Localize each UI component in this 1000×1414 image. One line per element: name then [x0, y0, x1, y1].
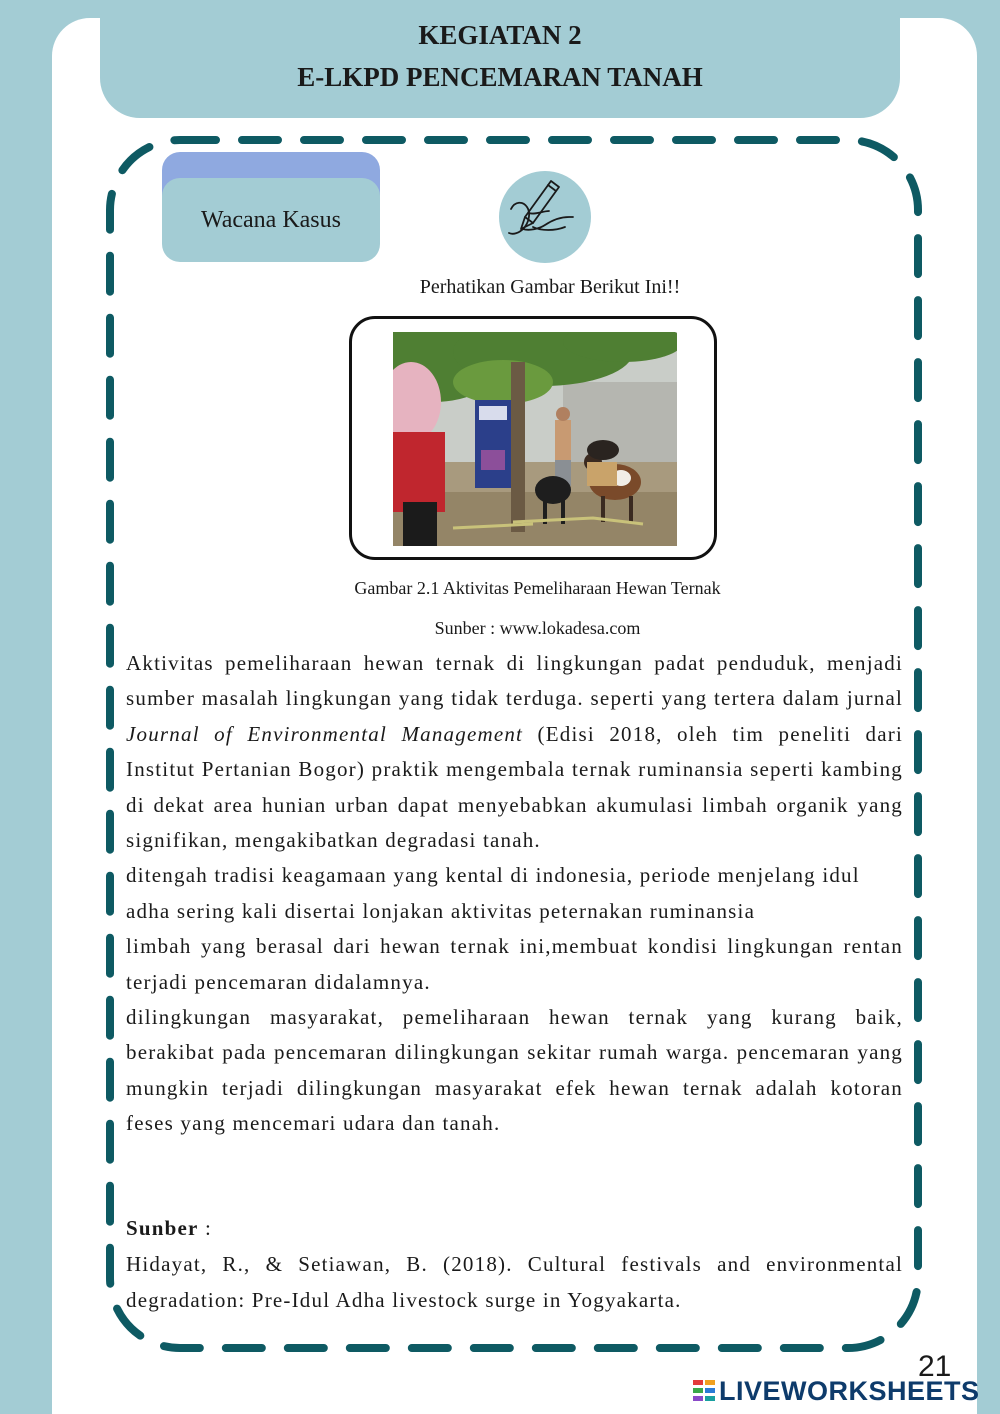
- brand-name[interactable]: LIVEWORKSHEETS: [719, 1375, 980, 1406]
- figure-caption: Gambar 2.1 Aktivitas Pemeliharaan Hewan Ternak: [354, 578, 721, 598]
- journal-title: Journal of Environmental Management: [126, 721, 524, 746]
- reference-heading: [126, 1210, 903, 1246]
- page-number: 21: [918, 1350, 952, 1383]
- reference-separator: :: [198, 1216, 213, 1240]
- section-label: [162, 178, 380, 262]
- livestock-photo: [393, 332, 677, 546]
- instruction-text: Perhatikan Gambar Berikut Ini!!: [419, 276, 681, 298]
- reference-section: [126, 1210, 903, 1318]
- paragraph-1: [126, 646, 903, 858]
- liveworksheets-brand: [693, 1374, 980, 1408]
- section-label-text: Wacana Kasus: [200, 206, 341, 233]
- worksheet-title: E-LKPD PENCEMARAN TANAH: [297, 62, 703, 92]
- liveworksheets-logo-icon: [693, 1378, 717, 1404]
- activity-title: KEGIATAN 2: [418, 20, 582, 50]
- paragraph-1-end: (Edisi 2018, oleh tim peneliti dari Institut Pertanian Bogor) praktik mengembala ternak ruminansia seperti kambing di dekat area hunian urban dapat menyebabkan akumulasi limbah organik yang signifikan, mengakibatkan degradasi tanah.: [126, 721, 904, 853]
- figure-source: Sunber : www.lokadesa.com: [434, 618, 641, 638]
- paragraph-4: dilingkungan masyarakat, pemeliharaan hewan ternak yang kurang baik, berakibat pada pencemaran dilingkungan sekitar rumah warga. pencemaran yang mungkin terjadi dilingkungan masyarakat efek hewan ternak adalah kotoran feses yang mencemari udara dan tanah.: [126, 1005, 903, 1136]
- reference-label: Sunber: [126, 1216, 199, 1240]
- paragraph-2: ditengah tradisi keagamaan yang kental di indonesia, periode menjelang idul adha sering kali disertai lonjakan aktivitas peternakan ruminansia: [126, 863, 860, 923]
- paragraph-1-start: Aktivitas pemeliharaan hewan ternak di lingkungan padat penduduk, menjadi sumber masalah lingkungan yang tidak terduga. seperti yang tertera dalam jurnal: [126, 651, 903, 711]
- case-text: [126, 646, 903, 1142]
- paragraph-3: limbah yang berasal dari hewan ternak ini,membuat kondisi lingkungan rentan terjadi pencemaran didalamnya.: [126, 934, 903, 994]
- pen-writing-icon: [499, 171, 591, 263]
- reference-citation: Hidayat, R., & Setiawan, B. (2018). Cultural festivals and environmental degradation: Pre-Idul Adha livestock surge in Yogyakarta.: [126, 1252, 903, 1312]
